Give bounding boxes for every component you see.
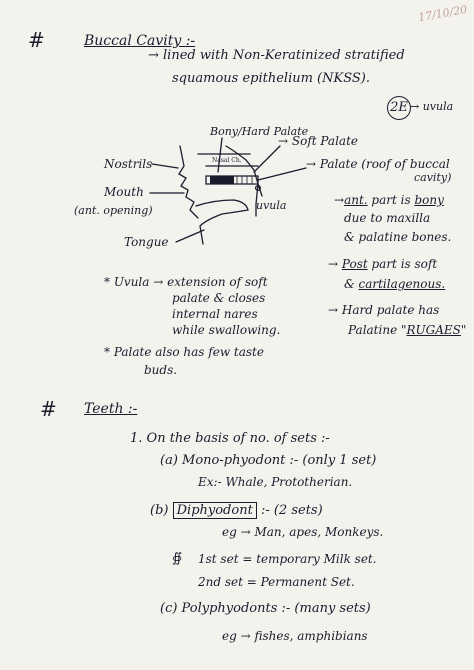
- note-post-part: → Post part is soft: [328, 257, 438, 271]
- tongue-outline: [196, 200, 248, 244]
- buccal-line-1: → lined with Non-Keratinized stratified: [148, 48, 405, 63]
- badge-label: → uvula: [410, 100, 454, 113]
- label-soft-palate: → Soft Palate: [278, 134, 358, 148]
- arrow-nostrils: [152, 164, 178, 168]
- hash-bullet-teeth: #: [40, 397, 57, 421]
- face-outline: [179, 146, 198, 218]
- buccal-heading: Buccal Cavity :-: [84, 33, 196, 49]
- label-uvula: uvula: [256, 199, 287, 212]
- note-taste-2: buds.: [144, 363, 178, 377]
- teeth-diphyodont-example: eg → Man, apes, Monkeys.: [222, 525, 384, 539]
- label-nostrils: Nostrils: [104, 157, 153, 171]
- note-uvula-1: * Uvula → extension of soft: [104, 275, 268, 289]
- note-rugaes: Palatine "RUGAES": [348, 323, 467, 337]
- teeth-mono-example: Ex:- Whale, Prototherian.: [198, 475, 353, 489]
- note-taste-1: * Palate also has few taste: [104, 345, 264, 359]
- note-ant-line-3: & palatine bones.: [344, 230, 452, 244]
- teeth-polyphyodont-example: eg → fishes, amphibians: [222, 629, 368, 643]
- note-ant-line-2: due to maxilla: [344, 211, 431, 225]
- note-uvula-3: internal nares: [172, 307, 258, 321]
- teeth-heading: Teeth :-: [84, 401, 138, 417]
- teeth-set-1: 1st set = temporary Milk set.: [198, 552, 377, 566]
- label-bony-palate: Bony/Hard Palate: [210, 125, 309, 138]
- label-tongue: Tongue: [124, 235, 169, 249]
- label-nasal-ch: Nasal Ch.: [212, 157, 242, 164]
- arrow-tongue: [176, 230, 204, 242]
- label-mouth: Mouth: [104, 185, 144, 199]
- page-date: 17/10/20: [417, 2, 469, 25]
- label-palate-2: cavity): [414, 171, 452, 184]
- note-uvula-2: palate & closes: [172, 291, 266, 305]
- label-mouth-sub: (ant. opening): [74, 204, 153, 217]
- teeth-diphyodont: (b) Diphyodont :- (2 sets): [150, 503, 323, 518]
- teeth-point-1: 1. On the basis of no. of sets :-: [130, 431, 330, 446]
- note-uvula-4: while swallowing.: [172, 323, 281, 337]
- buccal-line-2: squamous epithelium (NKSS).: [172, 71, 371, 86]
- teeth-set-2: 2nd set = Permanent Set.: [198, 575, 355, 589]
- arrow-palate: [258, 168, 306, 180]
- bony-palate-fill: [210, 176, 234, 184]
- squiggle-bullet: ∯: [172, 551, 183, 566]
- hash-bullet-buccal: #: [28, 28, 45, 52]
- arrow-bony: [218, 138, 222, 172]
- note-post-line-2: & cartilagenous.: [344, 277, 446, 291]
- label-palate: → Palate (roof of buccal: [306, 157, 450, 171]
- teeth-mono: (a) Mono-phyodont :- (only 1 set): [160, 453, 377, 468]
- arrow-soft: [254, 146, 280, 172]
- note-hard-palate: → Hard palate has: [328, 303, 440, 317]
- badge-2e: 2E: [387, 96, 411, 120]
- note-ant-part: →ant. part is bony: [334, 193, 444, 207]
- teeth-polyphyodont: (c) Polyphyodonts :- (many sets): [160, 601, 371, 616]
